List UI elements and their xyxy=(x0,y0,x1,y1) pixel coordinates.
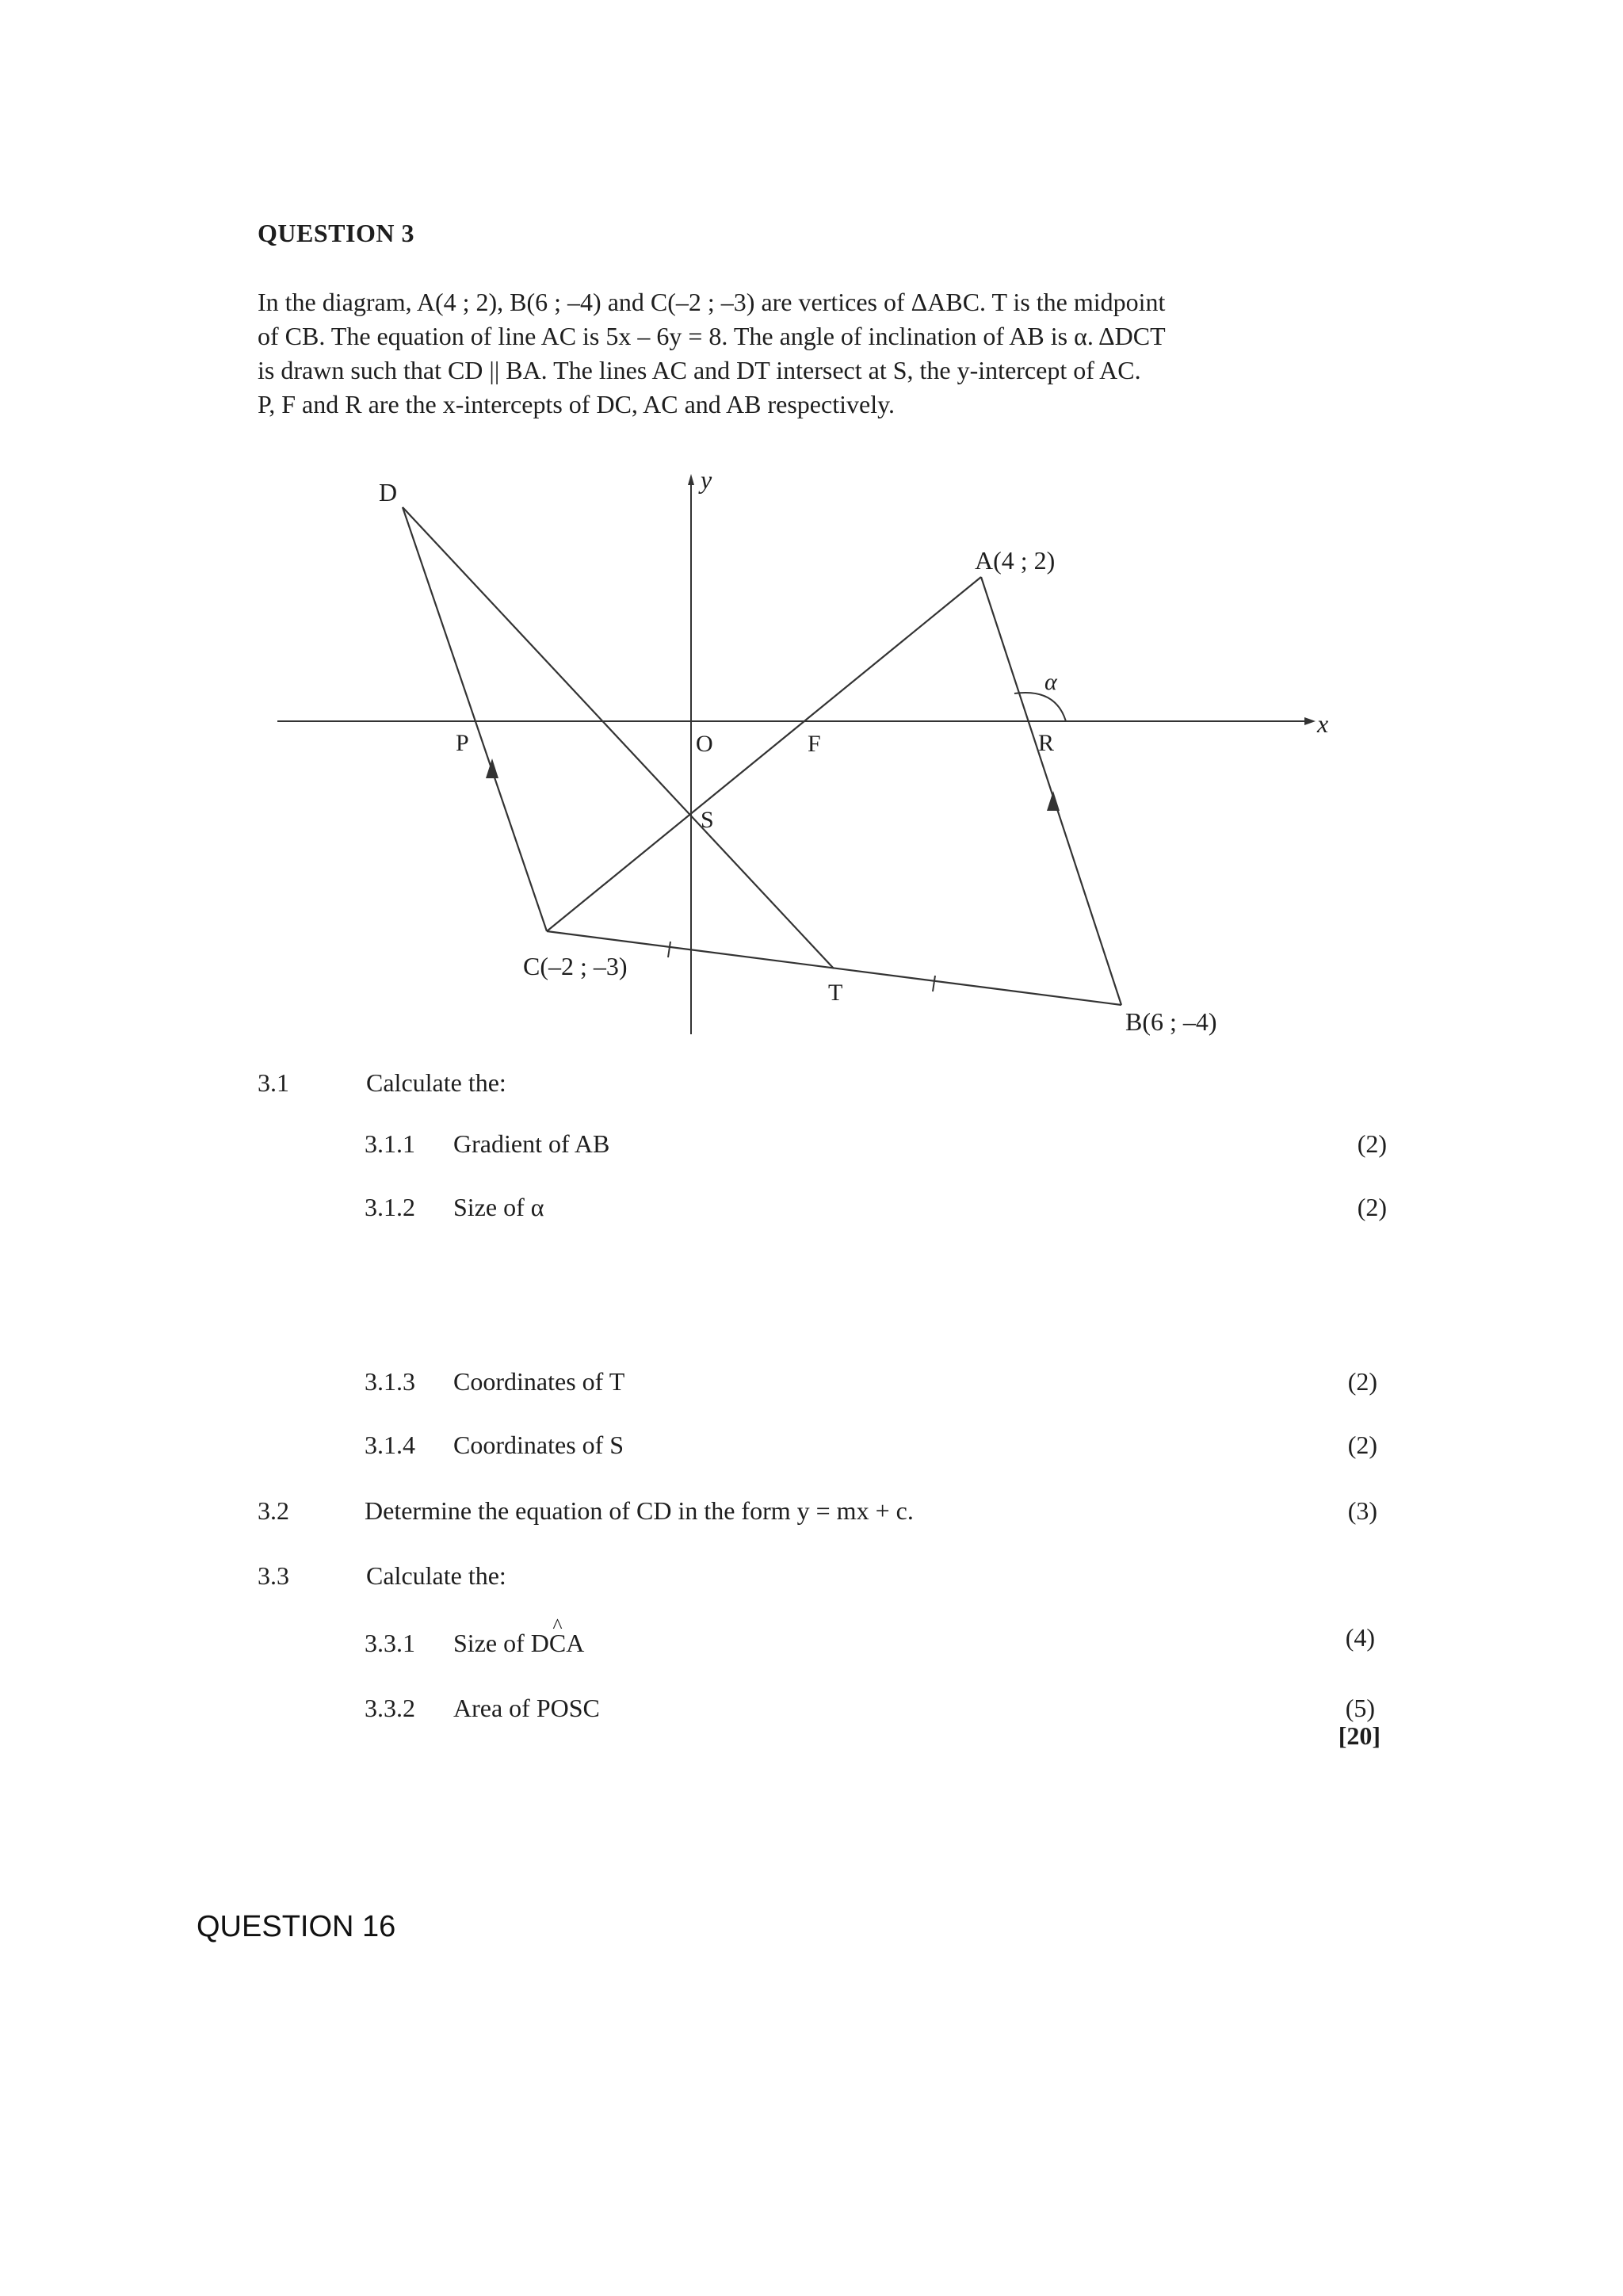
label-x: x xyxy=(1317,709,1329,738)
next-question-title: QUESTION 16 xyxy=(197,1910,396,1943)
mark-3-1-3: (2) xyxy=(1347,1367,1377,1396)
mark-3-3-1: (4) xyxy=(1345,1623,1375,1652)
label-y: y xyxy=(701,465,712,494)
mark-3-1-1: (2) xyxy=(1357,1129,1387,1158)
intro-line-4: P, F and R are the x-intercepts of DC, AC and AB respectively. xyxy=(258,390,895,418)
line-AC xyxy=(547,577,981,931)
item-text: Calculate the: xyxy=(366,1068,506,1097)
item-text-hat: ^ C xyxy=(549,1629,566,1658)
item-text xyxy=(453,1629,584,1658)
item-number: 3.1 xyxy=(258,1068,289,1097)
item-number: 3.1.1 xyxy=(365,1129,415,1158)
intro-line-1: In the diagram, A(4 ; 2), B(6 ; –4) and C(–2 ; –3) are vertices of ΔABC. T is the midpoint xyxy=(258,288,1166,316)
x-axis-arrow xyxy=(1304,717,1316,725)
item-number: 3.3.2 xyxy=(365,1694,415,1722)
question-title: QUESTION 3 xyxy=(258,219,414,247)
item-text: Calculate the: xyxy=(366,1561,506,1590)
mark-3-2: (3) xyxy=(1347,1496,1377,1525)
label-C: C(–2 ; –3) xyxy=(523,952,628,980)
line-AB xyxy=(981,577,1121,1005)
mark-3-3-2: (5) xyxy=(1345,1694,1375,1722)
mark-3-1-2: (2) xyxy=(1357,1193,1387,1221)
item-text: Coordinates of T xyxy=(453,1367,625,1396)
intro-line-3: is drawn such that CD || BA. The lines AC and DT intersect at S, the y-intercept of AC. xyxy=(258,356,1141,384)
item-number: 3.1.3 xyxy=(365,1367,415,1396)
tick-TB xyxy=(933,976,935,991)
parallel-arrow-AB xyxy=(1047,791,1060,811)
label-D: D xyxy=(379,478,398,506)
label-R: R xyxy=(1038,730,1055,756)
angle-alpha-arc xyxy=(1014,693,1066,721)
tick-CT xyxy=(668,942,670,957)
label-O: O xyxy=(696,731,713,757)
y-axis-arrow xyxy=(688,474,694,485)
item-number: 3.3.1 xyxy=(365,1629,415,1657)
item-text: Determine the equation of CD in the form y = mx + c. xyxy=(365,1496,914,1525)
label-T: T xyxy=(828,980,843,1006)
label-P: P xyxy=(456,730,469,756)
item-text-suffix: A xyxy=(566,1629,585,1657)
label-S: S xyxy=(701,807,714,833)
item-text: Gradient of AB xyxy=(453,1129,610,1158)
item-number: 3.2 xyxy=(258,1496,289,1525)
label-F: F xyxy=(808,731,821,757)
item-text: Size of α xyxy=(453,1193,544,1221)
item-number: 3.3 xyxy=(258,1561,289,1590)
item-text: Coordinates of S xyxy=(453,1431,624,1459)
label-B: B(6 ; –4) xyxy=(1125,1007,1217,1036)
label-A: A(4 ; 2) xyxy=(975,546,1056,575)
item-number: 3.1.2 xyxy=(365,1193,415,1221)
item-number: 3.1.4 xyxy=(365,1431,415,1459)
total-mark: [20] xyxy=(1338,1721,1381,1750)
item-text-prefix: Size of D xyxy=(453,1629,549,1657)
label-alpha: α xyxy=(1044,669,1057,695)
line-DC xyxy=(403,507,547,931)
geometry-diagram xyxy=(0,0,1623,1046)
intro-line-2: of CB. The equation of line AC is 5x – 6y = 8. The angle of inclination of AB is α. ΔDCT xyxy=(258,322,1166,350)
parallel-arrow-DC xyxy=(486,758,498,778)
mark-3-1-4: (2) xyxy=(1347,1431,1377,1459)
item-text: Area of POSC xyxy=(453,1694,600,1722)
